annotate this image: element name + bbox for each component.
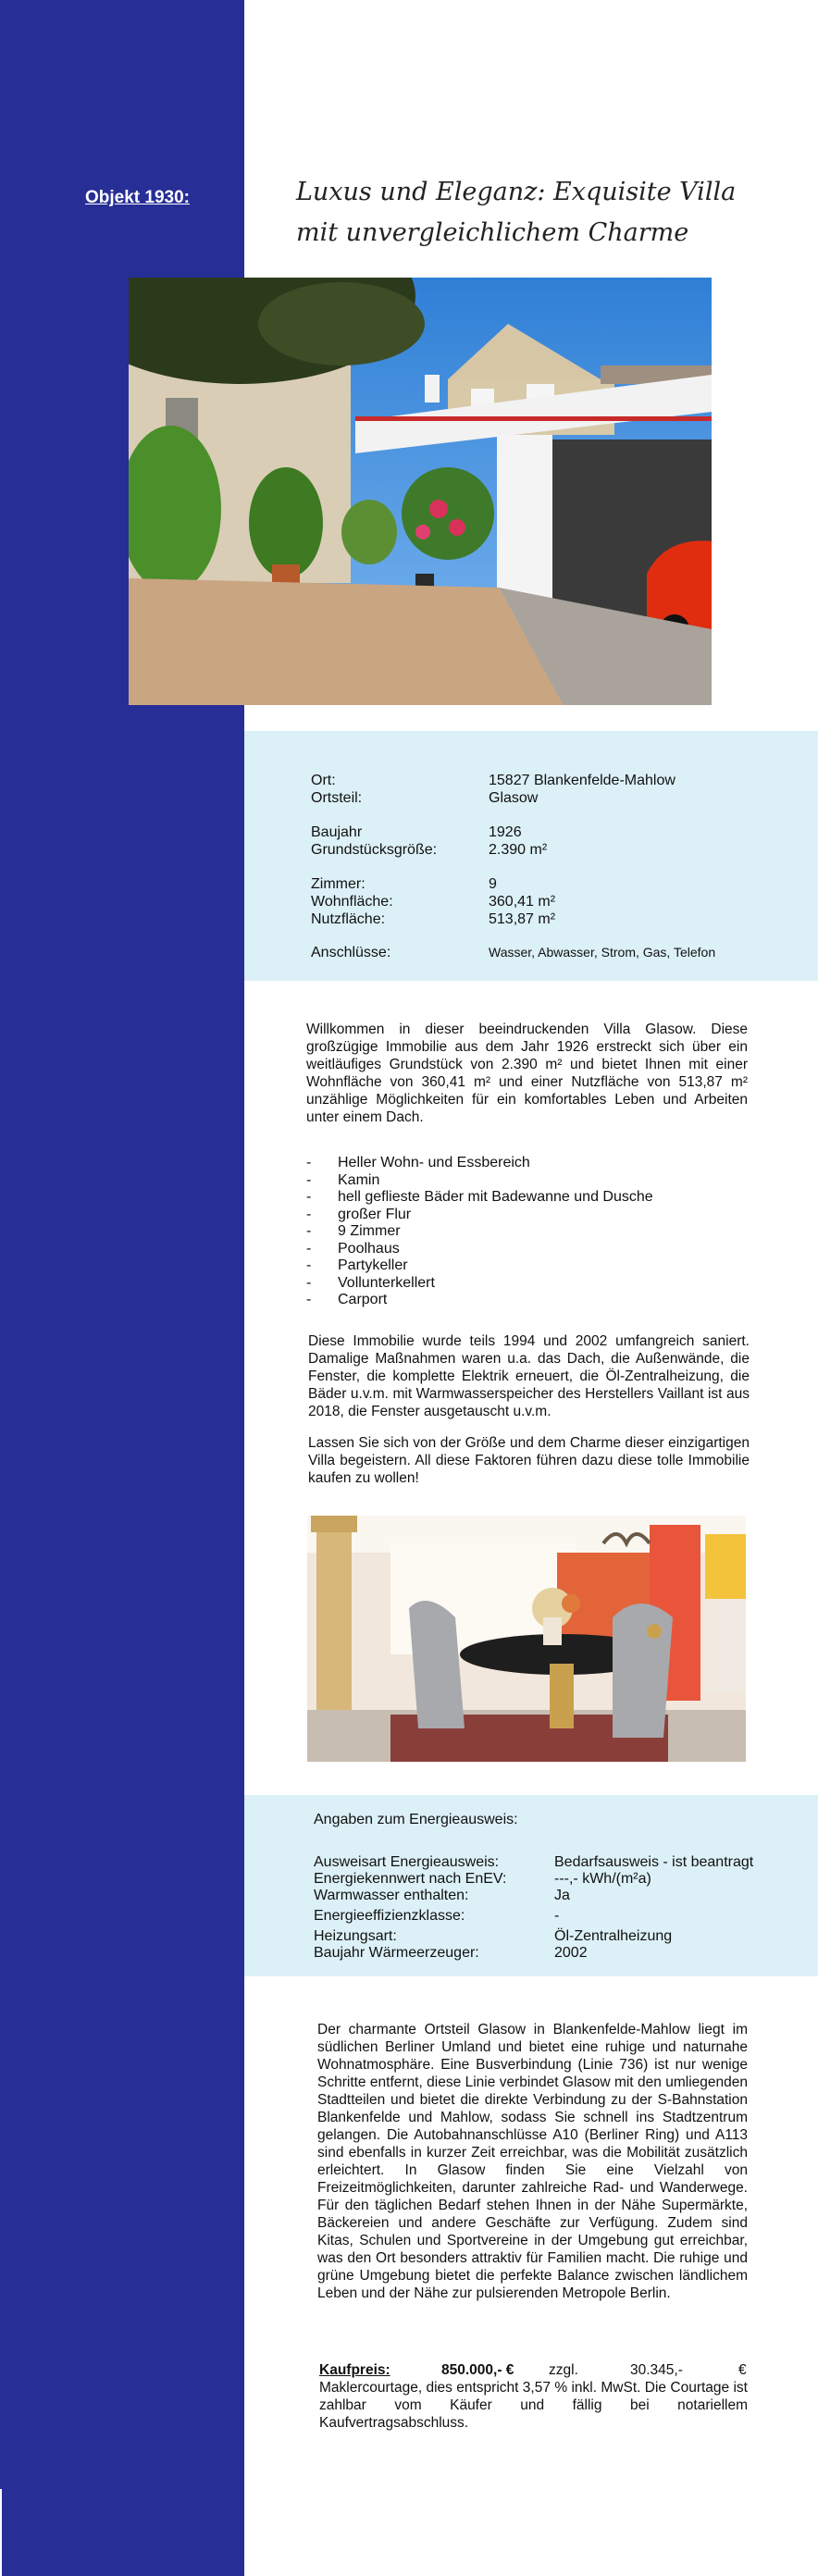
energy-label: Energieeffizienzklasse: [314, 1908, 465, 1924]
feature-list [306, 1155, 653, 1309]
energy-label: Baujahr Wärmeerzeuger: [314, 1945, 479, 1961]
list-item: - Heller Wohn- und Essbereich [306, 1155, 530, 1170]
fact-label: Ortsteil: [311, 790, 363, 806]
fact-value: Wasser, Abwasser, Strom, Gas, Telefon [489, 945, 716, 960]
fact-label: Zimmer: [311, 876, 366, 892]
closing-text: Lassen Sie sich von der Größe und dem Charme dieser einzigartigen Villa begeistern. All diese Faktoren führen dazu diese tolle Immobilie kaufen zu wollen! [308, 1435, 750, 1486]
fact-value: 360,41 m² [489, 894, 556, 910]
list-item: - Poolhaus [306, 1240, 400, 1257]
fact-label: Nutzfläche: [311, 911, 386, 927]
fact-value: 1926 [489, 824, 522, 840]
energy-label: Heizungsart: [314, 1928, 397, 1944]
intro-text: Willkommen in dieser beeindruckenden Villa Glasow. Diese großzügige Immobilie aus dem Jahr 1926 erstreckt sich über ein weitläufiges Grundstück von 2.390 m² und bietet Ihnen mit einer Wohnfläche von 360,41 m² und einer Nutzfläche von 513,87 m² unzählige Möglichkeiten für ein komfortables Leben und Arbeiten unter einem Dach. [306, 1022, 748, 1125]
fact-value: 513,87 m² [489, 911, 556, 927]
energy-value: Öl-Zentralheizung [554, 1928, 673, 1944]
list-item: - Kamin [306, 1171, 380, 1188]
list-item: - hell geflieste Bäder mit Badewanne und Dusche [306, 1189, 653, 1205]
list-item: - Carport [306, 1292, 388, 1307]
dining-room-photo [307, 1516, 746, 1762]
list-item: - großer Flur [306, 1206, 412, 1222]
price-zzgl: zzgl. [549, 2362, 578, 2378]
renovation-text: Diese Immobilie wurde teils 1994 und 2002 umfangreich saniert. Damalige Maßnahmen waren u.a. das Dach, die Außenwände, die Fenster, die komplette Elektrik erneuert, die Öl-Zentralheizung, die Bäder u.v.m. mit Warmwasserspeicher des Herstellers Vaillant ist aus 2018, die Fenster ausgetauscht u.v.m. [308, 1333, 750, 1419]
price-label: Kaufpreis: [319, 2362, 390, 2378]
object-number-label: Objekt 1930: [85, 188, 190, 207]
energy-value: 2002 [554, 1945, 588, 1961]
energy-value: Ja [554, 1888, 570, 1903]
price-courtage-amount: 30.345,- [630, 2362, 683, 2378]
list-item: - Partykeller [306, 1257, 408, 1273]
energy-label: Ausweisart Energieausweis: [314, 1854, 500, 1870]
price-courtage-text: Maklercourtage, dies entspricht 3,57 % inkl. MwSt. Die Courtage ist zahlbar vom Käufer und fällig bei notariellem Kaufvertragsabschluss. [319, 2380, 748, 2431]
location-text: Der charmante Ortsteil Glasow in Blankenfelde-Mahlow liegt im südlichen Berliner Umland und bietet eine ruhige und naturnahe Wohnatmosphäre. Eine Busverbindung (Linie 736) ist nur wenige Schritte entfernt, diese Linie verbindet Glasow mit den umliegenden Stadtteilen und bietet die direkte Verbindung zu der S-Bahnstation Blankenfelde und Mahlow, sodass Sie schnell ins Stadtzentrum gelangen. Die Autobahnanschlüsse A10 (Berliner Ring) und A113 sind ebenfalls in kurzer Zeit erreichbar, was die Mobilität zusätzlich erleichtert. In Glasow finden Sie eine Vielzahl von Freizeitmöglichkeiten, darunter zahlreiche Rad- und Wanderwege. Für den täglichen Bedarf stehen Ihnen in der Nähe Supermärkte, Bäckereien und andere Geschäfte zur Verfügung. Zudem sind Kitas, Schulen und Sportvereine in der Umgebung gut erreichbar, was den Ort besonders attraktiv für Familien macht. Die ruhige und grüne Umgebung bietet die perfekte Balance zwischen ländlichem Leben und der Nähe zur pulsierenden Metropole Berlin. [317, 2022, 748, 2301]
fact-label: Anschlüsse: [311, 945, 391, 960]
fact-value: 2.390 m² [489, 842, 548, 858]
fact-label: Ort: [311, 773, 336, 788]
energy-label: Warmwasser enthalten: [314, 1888, 469, 1903]
price-amount: 850.000,- € [441, 2362, 514, 2378]
fact-label: Baujahr [311, 824, 363, 840]
fact-label: Wohnfläche: [311, 894, 393, 910]
energy-value: - [554, 1908, 560, 1924]
house-exterior-photo [129, 278, 712, 705]
energy-label: Energiekennwert nach EnEV: [314, 1871, 507, 1887]
fact-value: 15827 Blankenfelde-Mahlow [489, 773, 675, 788]
list-item: - Vollunterkellert [306, 1274, 435, 1291]
energy-value: Bedarfsausweis - ist beantragt [554, 1854, 754, 1870]
energy-heading: Angaben zum Energieausweis: [314, 1812, 518, 1827]
page-title: Luxus und Eleganz: Exquisite Villa mit unvergleichlichem Charme [296, 178, 737, 247]
price-currency: € [738, 2362, 747, 2378]
fact-label: Grundstücksgröße: [311, 842, 438, 858]
price-line [319, 2361, 748, 2379]
list-item: - 9 Zimmer [306, 1223, 401, 1239]
fact-value: 9 [489, 876, 497, 892]
price-block [319, 2361, 748, 2432]
energy-value: ---,- kWh/(m²a) [554, 1871, 651, 1887]
sidebar-edge-line [0, 2489, 2, 2576]
fact-value: Glasow [489, 790, 539, 806]
